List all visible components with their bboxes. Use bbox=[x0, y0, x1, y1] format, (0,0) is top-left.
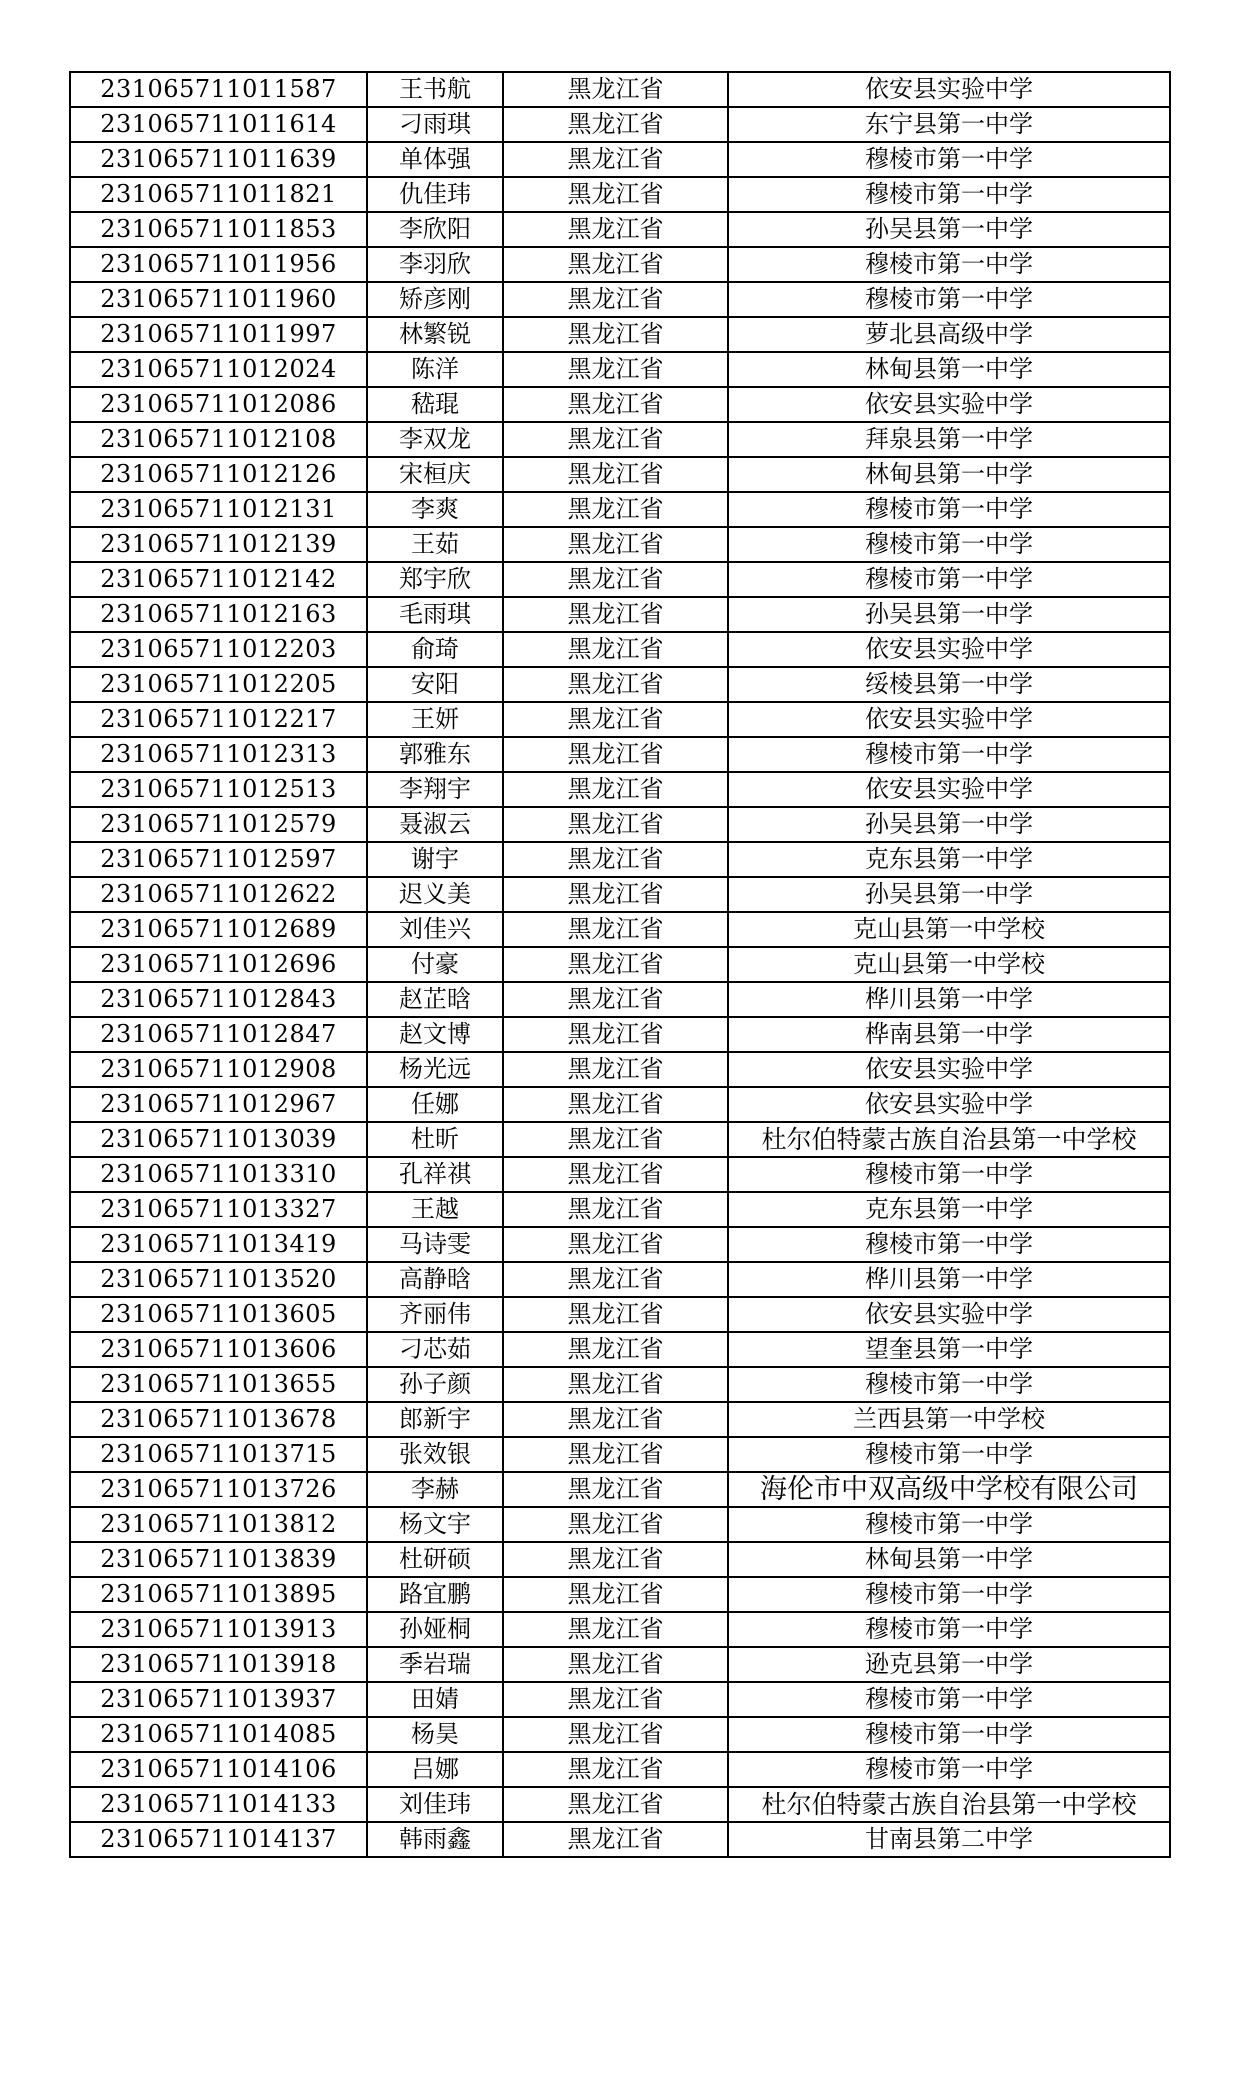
province-cell: 黑龙江省 bbox=[503, 1612, 728, 1647]
table-row bbox=[70, 352, 1170, 387]
province-cell: 黑龙江省 bbox=[503, 1367, 728, 1402]
table-row bbox=[70, 1297, 1170, 1332]
table-row bbox=[70, 1717, 1170, 1752]
province-cell: 黑龙江省 bbox=[503, 1717, 728, 1752]
student-name-cell: 宋桓庆 bbox=[367, 457, 503, 492]
school-cell: 拜泉县第一中学 bbox=[728, 422, 1170, 457]
exam-id-cell: 231065711011821 bbox=[70, 177, 367, 212]
table-row bbox=[70, 387, 1170, 422]
student-name-cell: 赵文博 bbox=[367, 1017, 503, 1052]
student-name-cell: 任娜 bbox=[367, 1087, 503, 1122]
exam-id-cell: 231065711011956 bbox=[70, 247, 367, 282]
province-cell: 黑龙江省 bbox=[503, 1262, 728, 1297]
province-cell: 黑龙江省 bbox=[503, 842, 728, 877]
student-name-cell: 李爽 bbox=[367, 492, 503, 527]
table-row bbox=[70, 72, 1170, 107]
student-name-cell: 郭雅东 bbox=[367, 737, 503, 772]
school-cell: 依安县实验中学 bbox=[728, 772, 1170, 807]
province-cell: 黑龙江省 bbox=[503, 352, 728, 387]
province-cell: 黑龙江省 bbox=[503, 422, 728, 457]
exam-id-cell: 231065711012139 bbox=[70, 527, 367, 562]
province-cell: 黑龙江省 bbox=[503, 212, 728, 247]
school-cell: 克山县第一中学校 bbox=[728, 912, 1170, 947]
school-cell: 穆棱市第一中学 bbox=[728, 1752, 1170, 1787]
province-cell: 黑龙江省 bbox=[503, 1087, 728, 1122]
school-cell: 穆棱市第一中学 bbox=[728, 1612, 1170, 1647]
province-cell: 黑龙江省 bbox=[503, 317, 728, 352]
province-cell: 黑龙江省 bbox=[503, 1577, 728, 1612]
exam-id-cell: 231065711013895 bbox=[70, 1577, 367, 1612]
exam-id-cell: 231065711011614 bbox=[70, 107, 367, 142]
exam-id-cell: 231065711012126 bbox=[70, 457, 367, 492]
table-row bbox=[70, 1682, 1170, 1717]
student-name-cell: 聂淑云 bbox=[367, 807, 503, 842]
student-name-cell: 孙子颜 bbox=[367, 1367, 503, 1402]
table-row bbox=[70, 1577, 1170, 1612]
student-name-cell: 李赫 bbox=[367, 1472, 503, 1507]
student-name-cell: 刘佳兴 bbox=[367, 912, 503, 947]
document-page bbox=[69, 71, 1171, 1858]
table-row bbox=[70, 1787, 1170, 1822]
student-name-cell: 韩雨鑫 bbox=[367, 1822, 503, 1857]
exam-id-cell: 231065711012163 bbox=[70, 597, 367, 632]
school-cell: 穆棱市第一中学 bbox=[728, 282, 1170, 317]
school-cell: 穆棱市第一中学 bbox=[728, 247, 1170, 282]
province-cell: 黑龙江省 bbox=[503, 947, 728, 982]
school-cell: 依安县实验中学 bbox=[728, 632, 1170, 667]
table-row bbox=[70, 317, 1170, 352]
exam-id-cell: 231065711012847 bbox=[70, 1017, 367, 1052]
student-roster-table bbox=[69, 71, 1171, 1858]
exam-id-cell: 231065711012086 bbox=[70, 387, 367, 422]
exam-id-cell: 231065711013310 bbox=[70, 1157, 367, 1192]
student-name-cell: 王妍 bbox=[367, 702, 503, 737]
roster-body bbox=[70, 72, 1170, 1857]
table-row bbox=[70, 1087, 1170, 1122]
province-cell: 黑龙江省 bbox=[503, 632, 728, 667]
student-name-cell: 李欣阳 bbox=[367, 212, 503, 247]
exam-id-cell: 231065711012622 bbox=[70, 877, 367, 912]
table-row bbox=[70, 142, 1170, 177]
province-cell: 黑龙江省 bbox=[503, 667, 728, 702]
exam-id-cell: 231065711013606 bbox=[70, 1332, 367, 1367]
province-cell: 黑龙江省 bbox=[503, 1542, 728, 1577]
table-row bbox=[70, 1612, 1170, 1647]
student-name-cell: 嵇琨 bbox=[367, 387, 503, 422]
exam-id-cell: 231065711012142 bbox=[70, 562, 367, 597]
province-cell: 黑龙江省 bbox=[503, 247, 728, 282]
student-name-cell: 郑宇欣 bbox=[367, 562, 503, 597]
province-cell: 黑龙江省 bbox=[503, 1017, 728, 1052]
table-row bbox=[70, 1367, 1170, 1402]
exam-id-cell: 231065711013678 bbox=[70, 1402, 367, 1437]
school-cell: 克东县第一中学 bbox=[728, 842, 1170, 877]
table-row bbox=[70, 1752, 1170, 1787]
student-name-cell: 季岩瑞 bbox=[367, 1647, 503, 1682]
exam-id-cell: 231065711013605 bbox=[70, 1297, 367, 1332]
table-row bbox=[70, 1332, 1170, 1367]
table-row bbox=[70, 1157, 1170, 1192]
province-cell: 黑龙江省 bbox=[503, 177, 728, 212]
student-name-cell: 单体强 bbox=[367, 142, 503, 177]
student-name-cell: 孙娅桐 bbox=[367, 1612, 503, 1647]
table-row bbox=[70, 1122, 1170, 1157]
school-cell: 东宁县第一中学 bbox=[728, 107, 1170, 142]
school-cell: 林甸县第一中学 bbox=[728, 1542, 1170, 1577]
student-name-cell: 刁雨琪 bbox=[367, 107, 503, 142]
table-row bbox=[70, 212, 1170, 247]
student-name-cell: 田婧 bbox=[367, 1682, 503, 1717]
province-cell: 黑龙江省 bbox=[503, 737, 728, 772]
province-cell: 黑龙江省 bbox=[503, 1402, 728, 1437]
table-row bbox=[70, 1052, 1170, 1087]
table-row bbox=[70, 737, 1170, 772]
student-name-cell: 迟义美 bbox=[367, 877, 503, 912]
table-row bbox=[70, 982, 1170, 1017]
exam-id-cell: 231065711014133 bbox=[70, 1787, 367, 1822]
school-cell: 穆棱市第一中学 bbox=[728, 492, 1170, 527]
student-name-cell: 安阳 bbox=[367, 667, 503, 702]
school-cell: 孙吴县第一中学 bbox=[728, 877, 1170, 912]
table-row bbox=[70, 1402, 1170, 1437]
student-name-cell: 毛雨琪 bbox=[367, 597, 503, 632]
province-cell: 黑龙江省 bbox=[503, 1647, 728, 1682]
school-cell: 穆棱市第一中学 bbox=[728, 1717, 1170, 1752]
school-cell: 克东县第一中学 bbox=[728, 1192, 1170, 1227]
exam-id-cell: 231065711013655 bbox=[70, 1367, 367, 1402]
province-cell: 黑龙江省 bbox=[503, 457, 728, 492]
student-name-cell: 杨昊 bbox=[367, 1717, 503, 1752]
student-name-cell: 刘佳玮 bbox=[367, 1787, 503, 1822]
table-row bbox=[70, 107, 1170, 142]
school-cell: 穆棱市第一中学 bbox=[728, 1437, 1170, 1472]
province-cell: 黑龙江省 bbox=[503, 597, 728, 632]
school-cell: 依安县实验中学 bbox=[728, 72, 1170, 107]
school-cell: 穆棱市第一中学 bbox=[728, 1577, 1170, 1612]
school-cell: 依安县实验中学 bbox=[728, 702, 1170, 737]
province-cell: 黑龙江省 bbox=[503, 1122, 728, 1157]
student-name-cell: 付豪 bbox=[367, 947, 503, 982]
exam-id-cell: 231065711014106 bbox=[70, 1752, 367, 1787]
student-name-cell: 李双龙 bbox=[367, 422, 503, 457]
student-name-cell: 张效银 bbox=[367, 1437, 503, 1472]
school-cell: 穆棱市第一中学 bbox=[728, 562, 1170, 597]
school-cell: 萝北县高级中学 bbox=[728, 317, 1170, 352]
student-name-cell: 矫彦刚 bbox=[367, 282, 503, 317]
school-cell: 孙吴县第一中学 bbox=[728, 212, 1170, 247]
province-cell: 黑龙江省 bbox=[503, 982, 728, 1017]
exam-id-cell: 231065711013419 bbox=[70, 1227, 367, 1262]
table-row bbox=[70, 702, 1170, 737]
exam-id-cell: 231065711012689 bbox=[70, 912, 367, 947]
table-row bbox=[70, 1647, 1170, 1682]
province-cell: 黑龙江省 bbox=[503, 1332, 728, 1367]
exam-id-cell: 231065711013918 bbox=[70, 1647, 367, 1682]
school-cell: 穆棱市第一中学 bbox=[728, 1157, 1170, 1192]
exam-id-cell: 231065711013327 bbox=[70, 1192, 367, 1227]
table-row bbox=[70, 1507, 1170, 1542]
exam-id-cell: 231065711011960 bbox=[70, 282, 367, 317]
table-row bbox=[70, 912, 1170, 947]
province-cell: 黑龙江省 bbox=[503, 107, 728, 142]
student-name-cell: 李翔宇 bbox=[367, 772, 503, 807]
exam-id-cell: 231065711013520 bbox=[70, 1262, 367, 1297]
table-row bbox=[70, 877, 1170, 912]
table-row bbox=[70, 247, 1170, 282]
table-row bbox=[70, 562, 1170, 597]
province-cell: 黑龙江省 bbox=[503, 912, 728, 947]
school-cell: 依安县实验中学 bbox=[728, 1297, 1170, 1332]
province-cell: 黑龙江省 bbox=[503, 527, 728, 562]
table-row bbox=[70, 667, 1170, 702]
province-cell: 黑龙江省 bbox=[503, 1052, 728, 1087]
school-cell: 穆棱市第一中学 bbox=[728, 1367, 1170, 1402]
exam-id-cell: 231065711011587 bbox=[70, 72, 367, 107]
school-cell: 孙吴县第一中学 bbox=[728, 597, 1170, 632]
province-cell: 黑龙江省 bbox=[503, 1752, 728, 1787]
school-cell: 依安县实验中学 bbox=[728, 387, 1170, 422]
school-cell: 穆棱市第一中学 bbox=[728, 142, 1170, 177]
exam-id-cell: 231065711011639 bbox=[70, 142, 367, 177]
school-cell: 望奎县第一中学 bbox=[728, 1332, 1170, 1367]
province-cell: 黑龙江省 bbox=[503, 1822, 728, 1857]
student-name-cell: 杨文宇 bbox=[367, 1507, 503, 1542]
student-name-cell: 杜昕 bbox=[367, 1122, 503, 1157]
exam-id-cell: 231065711013039 bbox=[70, 1122, 367, 1157]
student-name-cell: 仇佳玮 bbox=[367, 177, 503, 212]
province-cell: 黑龙江省 bbox=[503, 1192, 728, 1227]
province-cell: 黑龙江省 bbox=[503, 1682, 728, 1717]
exam-id-cell: 231065711013913 bbox=[70, 1612, 367, 1647]
school-cell: 杜尔伯特蒙古族自治县第一中学校 bbox=[728, 1787, 1170, 1822]
exam-id-cell: 231065711012131 bbox=[70, 492, 367, 527]
school-cell: 依安县实验中学 bbox=[728, 1087, 1170, 1122]
school-cell: 穆棱市第一中学 bbox=[728, 1227, 1170, 1262]
student-name-cell: 谢宇 bbox=[367, 842, 503, 877]
student-name-cell: 王书航 bbox=[367, 72, 503, 107]
student-name-cell: 李羽欣 bbox=[367, 247, 503, 282]
exam-id-cell: 231065711012313 bbox=[70, 737, 367, 772]
student-name-cell: 孔祥祺 bbox=[367, 1157, 503, 1192]
province-cell: 黑龙江省 bbox=[503, 807, 728, 842]
school-cell: 穆棱市第一中学 bbox=[728, 1682, 1170, 1717]
exam-id-cell: 231065711012203 bbox=[70, 632, 367, 667]
student-name-cell: 杜研硕 bbox=[367, 1542, 503, 1577]
student-name-cell: 郎新宇 bbox=[367, 1402, 503, 1437]
table-row bbox=[70, 807, 1170, 842]
table-row bbox=[70, 492, 1170, 527]
exam-id-cell: 231065711011853 bbox=[70, 212, 367, 247]
exam-id-cell: 231065711011997 bbox=[70, 317, 367, 352]
exam-id-cell: 231065711012108 bbox=[70, 422, 367, 457]
school-cell: 杜尔伯特蒙古族自治县第一中学校 bbox=[728, 1122, 1170, 1157]
exam-id-cell: 231065711012024 bbox=[70, 352, 367, 387]
exam-id-cell: 231065711014085 bbox=[70, 1717, 367, 1752]
exam-id-cell: 231065711012579 bbox=[70, 807, 367, 842]
province-cell: 黑龙江省 bbox=[503, 492, 728, 527]
province-cell: 黑龙江省 bbox=[503, 142, 728, 177]
province-cell: 黑龙江省 bbox=[503, 772, 728, 807]
student-name-cell: 齐丽伟 bbox=[367, 1297, 503, 1332]
exam-id-cell: 231065711012696 bbox=[70, 947, 367, 982]
table-row bbox=[70, 527, 1170, 562]
table-row bbox=[70, 842, 1170, 877]
student-name-cell: 刁芯茹 bbox=[367, 1332, 503, 1367]
table-row bbox=[70, 1017, 1170, 1052]
province-cell: 黑龙江省 bbox=[503, 877, 728, 912]
student-name-cell: 陈洋 bbox=[367, 352, 503, 387]
school-cell: 林甸县第一中学 bbox=[728, 352, 1170, 387]
school-cell: 海伦市中双高级中学校有限公司 bbox=[728, 1472, 1170, 1507]
province-cell: 黑龙江省 bbox=[503, 1472, 728, 1507]
exam-id-cell: 231065711012597 bbox=[70, 842, 367, 877]
province-cell: 黑龙江省 bbox=[503, 1157, 728, 1192]
province-cell: 黑龙江省 bbox=[503, 1787, 728, 1822]
school-cell: 桦川县第一中学 bbox=[728, 982, 1170, 1017]
table-row bbox=[70, 632, 1170, 667]
exam-id-cell: 231065711012205 bbox=[70, 667, 367, 702]
student-name-cell: 吕娜 bbox=[367, 1752, 503, 1787]
school-cell: 穆棱市第一中学 bbox=[728, 1507, 1170, 1542]
table-row bbox=[70, 1262, 1170, 1297]
school-cell: 桦川县第一中学 bbox=[728, 1262, 1170, 1297]
exam-id-cell: 231065711013937 bbox=[70, 1682, 367, 1717]
exam-id-cell: 231065711012967 bbox=[70, 1087, 367, 1122]
table-row bbox=[70, 947, 1170, 982]
province-cell: 黑龙江省 bbox=[503, 1297, 728, 1332]
exam-id-cell: 231065711012843 bbox=[70, 982, 367, 1017]
student-name-cell: 马诗雯 bbox=[367, 1227, 503, 1262]
province-cell: 黑龙江省 bbox=[503, 1227, 728, 1262]
exam-id-cell: 231065711013839 bbox=[70, 1542, 367, 1577]
school-cell: 甘南县第二中学 bbox=[728, 1822, 1170, 1857]
table-row bbox=[70, 1472, 1170, 1507]
table-row bbox=[70, 1542, 1170, 1577]
exam-id-cell: 231065711012513 bbox=[70, 772, 367, 807]
province-cell: 黑龙江省 bbox=[503, 72, 728, 107]
student-name-cell: 俞琦 bbox=[367, 632, 503, 667]
province-cell: 黑龙江省 bbox=[503, 387, 728, 422]
school-cell: 穆棱市第一中学 bbox=[728, 527, 1170, 562]
province-cell: 黑龙江省 bbox=[503, 702, 728, 737]
school-cell: 穆棱市第一中学 bbox=[728, 737, 1170, 772]
exam-id-cell: 231065711013715 bbox=[70, 1437, 367, 1472]
school-cell: 兰西县第一中学校 bbox=[728, 1402, 1170, 1437]
school-cell: 克山县第一中学校 bbox=[728, 947, 1170, 982]
table-row bbox=[70, 282, 1170, 317]
table-row bbox=[70, 1437, 1170, 1472]
student-name-cell: 路宜鹏 bbox=[367, 1577, 503, 1612]
exam-id-cell: 231065711013812 bbox=[70, 1507, 367, 1542]
table-row bbox=[70, 772, 1170, 807]
school-cell: 穆棱市第一中学 bbox=[728, 177, 1170, 212]
student-name-cell: 高静晗 bbox=[367, 1262, 503, 1297]
table-row bbox=[70, 457, 1170, 492]
table-row bbox=[70, 1227, 1170, 1262]
exam-id-cell: 231065711013726 bbox=[70, 1472, 367, 1507]
table-row bbox=[70, 422, 1170, 457]
school-cell: 绥棱县第一中学 bbox=[728, 667, 1170, 702]
province-cell: 黑龙江省 bbox=[503, 1437, 728, 1472]
province-cell: 黑龙江省 bbox=[503, 562, 728, 597]
school-cell: 桦南县第一中学 bbox=[728, 1017, 1170, 1052]
table-row bbox=[70, 1192, 1170, 1227]
province-cell: 黑龙江省 bbox=[503, 282, 728, 317]
school-cell: 孙吴县第一中学 bbox=[728, 807, 1170, 842]
table-row bbox=[70, 597, 1170, 632]
table-row bbox=[70, 1822, 1170, 1857]
exam-id-cell: 231065711014137 bbox=[70, 1822, 367, 1857]
table-row bbox=[70, 177, 1170, 212]
student-name-cell: 赵芷晗 bbox=[367, 982, 503, 1017]
student-name-cell: 杨光远 bbox=[367, 1052, 503, 1087]
student-name-cell: 王越 bbox=[367, 1192, 503, 1227]
exam-id-cell: 231065711012908 bbox=[70, 1052, 367, 1087]
student-name-cell: 林繁锐 bbox=[367, 317, 503, 352]
school-cell: 依安县实验中学 bbox=[728, 1052, 1170, 1087]
school-cell: 林甸县第一中学 bbox=[728, 457, 1170, 492]
exam-id-cell: 231065711012217 bbox=[70, 702, 367, 737]
school-cell: 逊克县第一中学 bbox=[728, 1647, 1170, 1682]
province-cell: 黑龙江省 bbox=[503, 1507, 728, 1542]
student-name-cell: 王茹 bbox=[367, 527, 503, 562]
